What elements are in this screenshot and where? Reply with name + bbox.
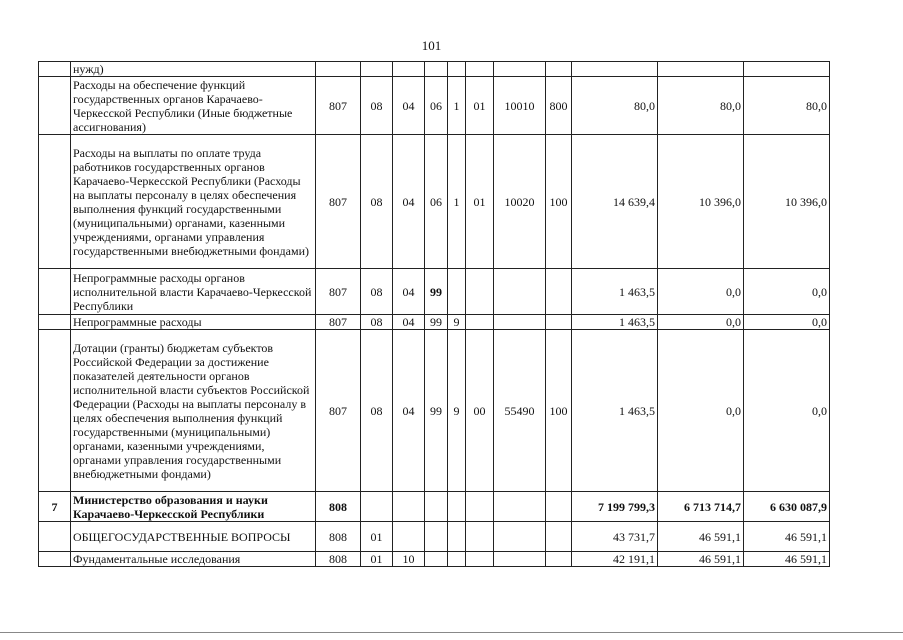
direction-code xyxy=(494,315,546,330)
amount-year-1: 1 463,5 xyxy=(572,269,658,315)
expense-type-code xyxy=(546,492,572,522)
row-number: 7 xyxy=(39,492,71,522)
ministry-code: 807 xyxy=(316,77,361,135)
section-code xyxy=(361,62,393,77)
direction-code xyxy=(494,552,546,567)
expense-type-code xyxy=(546,552,572,567)
amount-year-3: 46 591,1 xyxy=(744,552,830,567)
amount-year-1: 1 463,5 xyxy=(572,330,658,492)
ministry-code: 807 xyxy=(316,135,361,269)
event-code xyxy=(466,492,494,522)
row-number xyxy=(39,269,71,315)
row-number xyxy=(39,552,71,567)
amount-year-3: 10 396,0 xyxy=(744,135,830,269)
direction-code xyxy=(494,492,546,522)
amount-year-1: 1 463,5 xyxy=(572,315,658,330)
amount-year-2: 46 591,1 xyxy=(658,522,744,552)
ministry-code: 808 xyxy=(316,522,361,552)
direction-code xyxy=(494,62,546,77)
program-code xyxy=(425,492,448,522)
amount-year-2: 80,0 xyxy=(658,77,744,135)
amount-year-2: 6 713 714,7 xyxy=(658,492,744,522)
amount-year-1: 14 639,4 xyxy=(572,135,658,269)
row-name: Расходы на обеспечение функций государственных органов Карачаево-Черкесской Республики (Иные бюджетные ассигнования) xyxy=(71,77,316,135)
subsection-code: 04 xyxy=(393,77,425,135)
expense-type-code xyxy=(546,269,572,315)
program-code: 06 xyxy=(425,135,448,269)
event-code xyxy=(466,552,494,567)
section-code: 08 xyxy=(361,330,393,492)
amount-year-3: 46 591,1 xyxy=(744,522,830,552)
section-code xyxy=(361,492,393,522)
subprogram-code xyxy=(448,552,466,567)
amount-year-3 xyxy=(744,62,830,77)
amount-year-1: 80,0 xyxy=(572,77,658,135)
amount-year-3: 0,0 xyxy=(744,269,830,315)
expense-type-code xyxy=(546,315,572,330)
table-row xyxy=(39,552,830,567)
subsection-code: 04 xyxy=(393,315,425,330)
expense-type-code xyxy=(546,522,572,552)
event-code: 01 xyxy=(466,135,494,269)
section-code: 08 xyxy=(361,77,393,135)
event-code: 00 xyxy=(466,330,494,492)
table-row xyxy=(39,492,830,522)
event-code xyxy=(466,62,494,77)
ministry-code: 807 xyxy=(316,269,361,315)
page-bottom-rule xyxy=(0,632,903,633)
row-number xyxy=(39,135,71,269)
direction-code: 10010 xyxy=(494,77,546,135)
row-number xyxy=(39,62,71,77)
amount-year-1: 7 199 799,3 xyxy=(572,492,658,522)
direction-code xyxy=(494,269,546,315)
subsection-code: 04 xyxy=(393,135,425,269)
table-row xyxy=(39,269,830,315)
row-name: Дотации (гранты) бюджетам субъектов Российской Федерации за достижение показателей деятельности органов исполнительной власти субъектов Российской Федерации (Расходы на выплаты персоналу в целях обеспечения выполнения функций государственными (муниципальными) органами, казенными учреждениями, органами управления государственными внебюджетными фондами) xyxy=(71,330,316,492)
expense-type-code: 100 xyxy=(546,330,572,492)
row-number xyxy=(39,330,71,492)
program-code: 99 xyxy=(425,330,448,492)
section-code: 08 xyxy=(361,269,393,315)
amount-year-1: 43 731,7 xyxy=(572,522,658,552)
amount-year-1: 42 191,1 xyxy=(572,552,658,567)
amount-year-3: 80,0 xyxy=(744,77,830,135)
row-name: ОБЩЕГОСУДАРСТВЕННЫЕ ВОПРОСЫ xyxy=(71,522,316,552)
row-name: Фундаментальные исследования xyxy=(71,552,316,567)
amount-year-3: 0,0 xyxy=(744,315,830,330)
subprogram-code: 9 xyxy=(448,330,466,492)
event-code xyxy=(466,269,494,315)
program-code: 99 xyxy=(425,315,448,330)
amount-year-3: 6 630 087,9 xyxy=(744,492,830,522)
subprogram-code xyxy=(448,522,466,552)
section-code: 01 xyxy=(361,522,393,552)
table-row xyxy=(39,522,830,552)
expense-type-code: 100 xyxy=(546,135,572,269)
event-code: 01 xyxy=(466,77,494,135)
subprogram-code xyxy=(448,269,466,315)
subsection-code xyxy=(393,62,425,77)
subprogram-code: 9 xyxy=(448,315,466,330)
table-row xyxy=(39,62,830,77)
program-code xyxy=(425,552,448,567)
amount-year-2: 0,0 xyxy=(658,269,744,315)
expense-type-code xyxy=(546,62,572,77)
subsection-code: 10 xyxy=(393,552,425,567)
direction-code: 10020 xyxy=(494,135,546,269)
page-number: 101 xyxy=(421,38,442,53)
ministry-code: 807 xyxy=(316,330,361,492)
budget-table xyxy=(38,61,830,567)
row-name: Министерство образования и науки Карачаево-Черкесской Республики xyxy=(71,492,316,522)
row-number xyxy=(39,522,71,552)
section-code: 08 xyxy=(361,315,393,330)
subprogram-code: 1 xyxy=(448,77,466,135)
subprogram-code xyxy=(448,62,466,77)
subsection-code xyxy=(393,492,425,522)
amount-year-2: 46 591,1 xyxy=(658,552,744,567)
row-number xyxy=(39,77,71,135)
program-code xyxy=(425,62,448,77)
amount-year-2: 0,0 xyxy=(658,330,744,492)
program-code: 99 xyxy=(425,269,448,315)
table-row xyxy=(39,135,830,269)
subprogram-code: 1 xyxy=(448,135,466,269)
amount-year-2: 10 396,0 xyxy=(658,135,744,269)
direction-code: 55490 xyxy=(494,330,546,492)
amount-year-2 xyxy=(658,62,744,77)
subsection-code: 04 xyxy=(393,269,425,315)
row-number xyxy=(39,315,71,330)
ministry-code: 807 xyxy=(316,315,361,330)
section-code: 01 xyxy=(361,552,393,567)
amount-year-3: 0,0 xyxy=(744,330,830,492)
subsection-code: 04 xyxy=(393,330,425,492)
row-name: Непрограммные расходы органов исполнительной власти Карачаево-Черкесской Республики xyxy=(71,269,316,315)
row-name: Расходы на выплаты по оплате труда работников государственных органов Карачаево-Черкесской Республики (Расходы на выплаты персоналу в целях обеспечения выполнения функций государственными (муниципальными) органами, казенными учреждениями, органами управления государственными внебюджетными фондами) xyxy=(71,135,316,269)
row-name: нужд) xyxy=(71,62,316,77)
subsection-code xyxy=(393,522,425,552)
table-row xyxy=(39,315,830,330)
section-code: 08 xyxy=(361,135,393,269)
ministry-code: 808 xyxy=(316,552,361,567)
table-row xyxy=(39,330,830,492)
direction-code xyxy=(494,522,546,552)
event-code xyxy=(466,522,494,552)
amount-year-2: 0,0 xyxy=(658,315,744,330)
ministry-code xyxy=(316,62,361,77)
program-code: 06 xyxy=(425,77,448,135)
ministry-code: 808 xyxy=(316,492,361,522)
row-name: Непрограммные расходы xyxy=(71,315,316,330)
table-row xyxy=(39,77,830,135)
subprogram-code xyxy=(448,492,466,522)
event-code xyxy=(466,315,494,330)
program-code xyxy=(425,522,448,552)
amount-year-1 xyxy=(572,62,658,77)
expense-type-code: 800 xyxy=(546,77,572,135)
